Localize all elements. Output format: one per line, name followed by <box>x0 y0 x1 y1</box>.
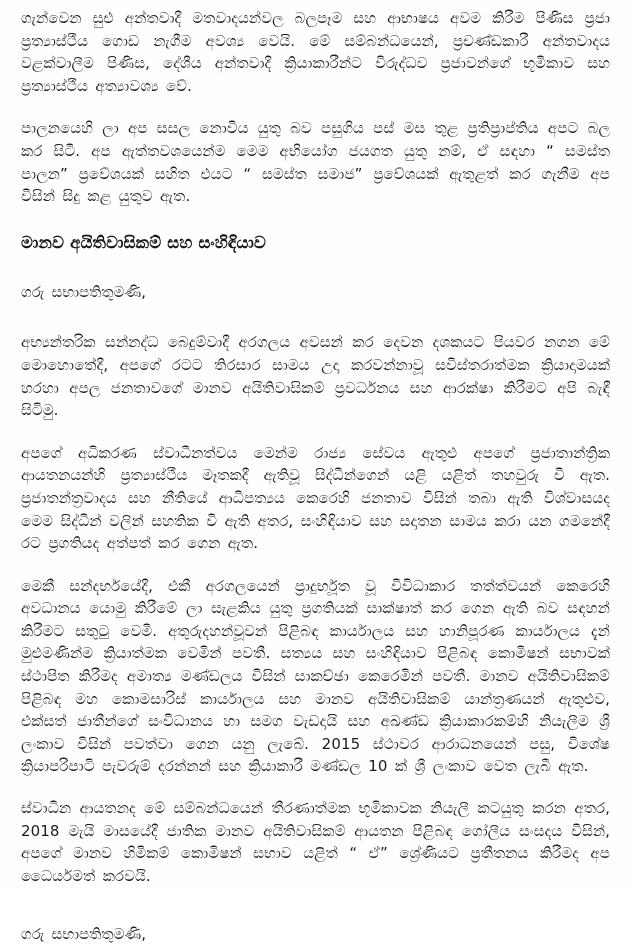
paragraph-democratic-institutions: අපගේ අධිකරණ ස්වාධීනත්වය මෙන්ම රාජ්‍ය සේවය ඇතුළු අපගේ ප්‍රජාතාන්ත්‍රික ආයතනයන්හි ප්‍රත්‍යාස්ථීය මෑතකදී ඇතිවූ සිද්ධීන්ගෙන් යළි යළිත් තහවුරු වී ඇත. ප්‍රජාතන්ත්‍රවාදය සහ නීතියේ ආධිපත්‍යය කෙරෙහි ජනතාව විසින් තබා ඇති විශ්වාසයද මෙම සිද්ධීන් වලින් සහතික වී ඇති අතර, සංහිඳියාව සහ සදාතන සාමය කරා යන ගමනේදී රට ප්‍රගතියද අත්පත් කර ගෙන ඇත. <box>21 443 610 553</box>
paragraph-progress-offices-un-engagement: මෙකී සන්දර්භයේදී, එකී අරගලයෙන් ප්‍රාදුර්භූත වූ විවිධාකාර තත්ත්වයන් කෙරෙහි අවධානය යොමු කිරීමේ ලා සැළකිය යුතු ප්‍රගතියක් සාක්ෂාත් කර ගෙන ඇති බව සඳහන් කිරීමට සතුටු වෙමි. අතුරුදහන්වූවන් පිළිබඳ කාර්යාලය සහ හානිපූරණ කාර්යාලය දැන් මුළුමණින්ම ක්‍රියාත්මක වෙමින් පවතී. සත්‍යය සහ සංහිඳියාව පිළිබඳ කොමිෂන් සභාවක් ස්ථාපිත කිරීමද අමාත්‍ය මණ්ඩලය විසින් සාකච්ඡා කෙරෙමින් පවතී. මානව අයිතිවාසිකම් පිළිබඳ මහ කොමසාරිස් කාර්යාලය සහ මානව අයිතිවාසිකම් යාන්ත්‍රණයන් ඇතුළුව, එක්සත් ජාතීන්ගේ සංවිධානය හා සමග වැඩදායි සහ අඛණ්ඩ ක්‍රියාකාරකම්හි නියැලීම ශ්‍රී ලංකාව විසින් පවත්වා ගෙන යනු ලැබේ. 2015 ස්ථාවර ආරාධනයෙන් පසු, විශේෂ ක්‍රියාපරිපාටි පැවරුම් දරන්නන් සහ ක්‍රියාකාරී මණ්ඩල 10 ක් ශ්‍රී ලංකාව වෙත ලැබී ඇත. <box>21 576 610 776</box>
paragraph-extremism-resilience: ගැන්වෙන සුළු අන්තවාදී මතවාදයන්වල බලපෑම සහ ආභාෂය අවම කිරීම පිණිස ප්‍රජා ප්‍රත්‍යාස්ථීය ගොඩ නැගීම අවශ්‍ය වෙයි. මේ සම්බන්ධයෙන්, ප්‍රචණ්ඩකාරී අන්තවාදය වළක්වාලීම පිණිස, දේශීය අන්තවාදී ක්‍රියාකාරීන්ට විරුද්ධව ප්‍රජාවන්ගේ භූමිකාව සහ ප්‍රත්‍යාස්ථීය අත්‍යාවශ්‍ය වේ. <box>21 9 610 95</box>
paragraph-independent-institutions-ganhri: ස්වාධීන ආයතනද මේ සම්බන්ධයෙන් තීරණාත්මක භූමිකාවක නියැලී කටයුතු කරන අතර, 2018 මැයි මාසයේදී ජාතික මානව අයිතිවාසිකම් ආයතන පිළිබඳ ගෝලීය සංසදය විසින්, අපගේ මානව හිමිකම් කොමිෂන් සභාව යළිත් “ ඒ” ශ්‍රේණියට ප්‍රතීතනය කිරීමද අප ධෛර්යමත් කරවයි. <box>21 799 610 885</box>
paragraph-whole-of-society: පාලනයෙහි ලා අප සසල නොවිය යුතු බව පසුගිය පස් මස තුළ ප්‍රතිප්‍රාප්තිය අපට බල කර සිටී. අප ඇත්තවශයෙන්ම මෙම අභියෝග ජයගත යුතු නම්, ඒ සඳහා “ සමස්ත පාලන” ප්‍රවේශයක් සහිත එයට “ සමස්ත සමාජ” ප්‍රවේශයක් ඇතුළත් කර ගැනීම අප විසින් සිදු කළ යුතුව ඇත. <box>21 119 610 206</box>
section-heading-human-rights-reconciliation: මානව අයිතිවාසිකම් සහ සංහිඳියාව <box>21 232 267 252</box>
paragraph-post-conflict-commitment: අභ්‍යන්තරික සන්නද්ධ බෙදුම්වාදී අරගලය අවසන් කර දෙවන දශකයට පියවර නගන මේ මොහොතේදී, අපගේ රටට තිරසාර සාමය උදා කරවන්නාවූ සවිස්තරාත්මක ක්‍රියාදාමයක් හරහා අපල ජනතාවගේ මානව අයිතිවාසිකම් ප්‍රවර්ධනය සහ ආරක්ෂා කිරීමට අපි බැඳී සිටිමු. <box>21 333 610 420</box>
salutation-chairperson-1: ගරු සභාපතිතුමණි, <box>21 282 146 301</box>
salutation-chairperson-2: ගරු සභාපතිතුමණි, <box>21 925 146 944</box>
